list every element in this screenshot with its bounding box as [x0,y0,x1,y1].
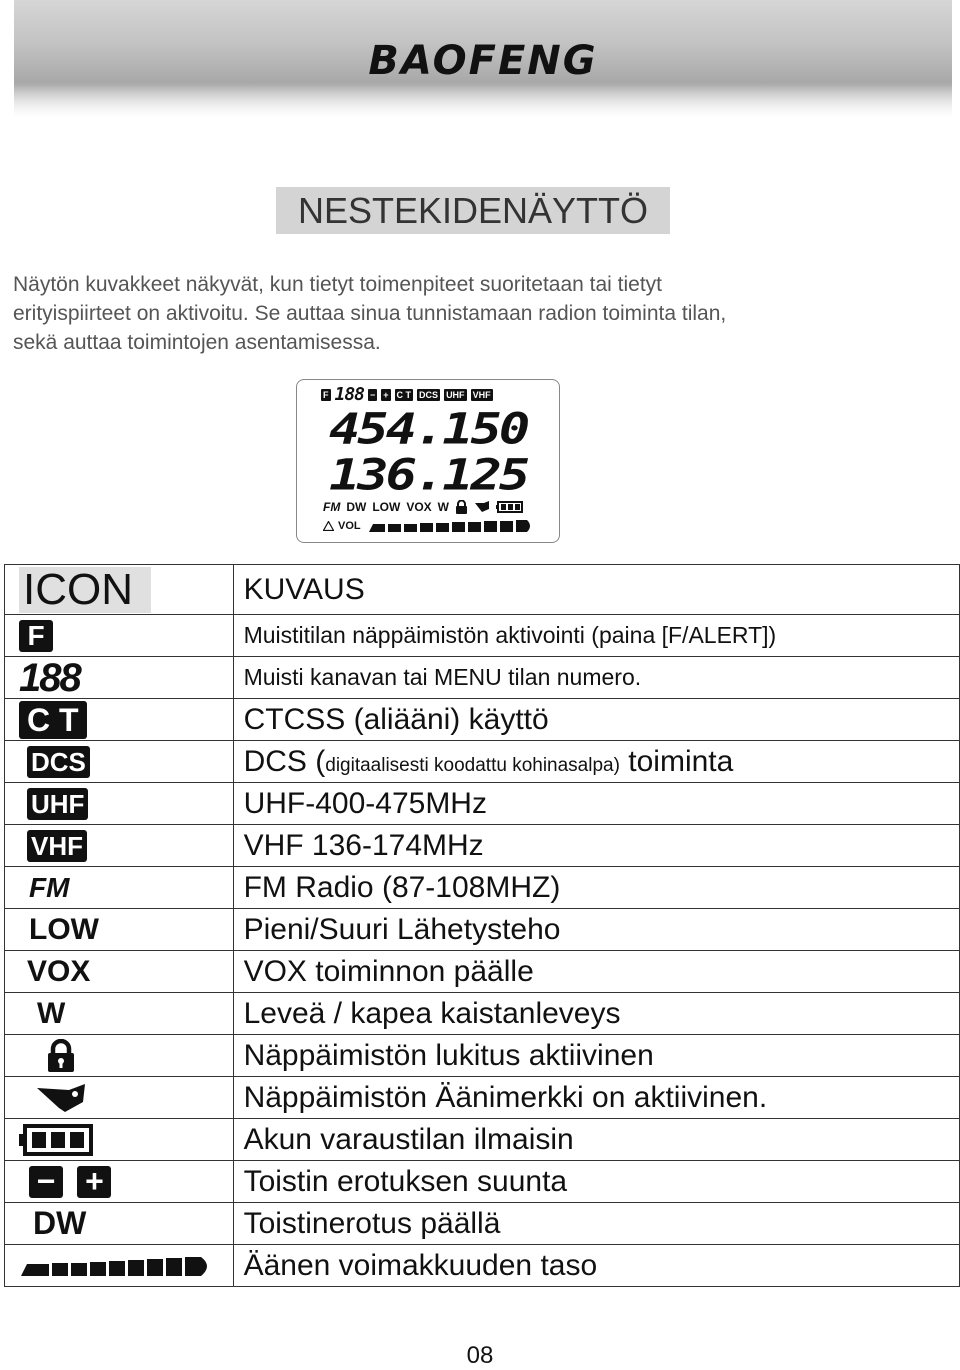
description-column-header: KUVAUS [233,565,959,615]
lcd-plus-icon: + [383,390,389,400]
fm-icon: FM [29,871,70,903]
row-description: Pieni/Suuri Lähetysteho [233,909,959,951]
table-row [5,1161,960,1203]
lcd-vol-label: VOL [338,520,361,532]
table-row [5,615,960,657]
lcd-frequency-a: 454.150 [329,404,528,454]
channel-number-icon: 188 [19,655,80,700]
w-icon: W [37,996,66,1030]
battery-icon [19,1123,93,1157]
row-description: Äänen voimakkuuden taso [233,1245,959,1287]
table-row [5,741,960,783]
lock-icon [45,1039,77,1073]
row-description: VOX toiminnon päälle [233,951,959,993]
lcd-w-label: W [437,500,449,514]
table-row [5,1203,960,1245]
intro-line-3: sekä auttaa toimintojen asentamisessa. [13,331,381,354]
table-row [5,825,960,867]
table-row [5,1035,960,1077]
table-row [5,951,960,993]
table-row [5,909,960,951]
table-row [5,867,960,909]
row-description: VHF 136-174MHz [233,825,959,867]
lcd-display-illustration [296,379,560,543]
lcd-dw-label: DW [346,500,367,514]
page-number: 08 [466,1342,494,1369]
lcd-frequency-b: 136.125 [329,450,528,500]
f-icon: F [19,620,53,652]
row-description: Näppäimistön lukitus aktiivinen [233,1035,959,1077]
row-description: Muistitilan näppäimistön aktivointi (paina [F/ALERT]) [233,615,959,657]
lcd-uhf-icon: UHF [446,390,465,400]
row-description: Muisti kanavan tai MENU tilan numero. [233,657,959,699]
vhf-icon: VHF [27,830,87,862]
table-row [5,1245,960,1287]
lcd-vox-label: VOX [406,500,432,514]
row-description: Akun varaustilan ilmaisin [233,1119,959,1161]
lcd-vhf-icon: VHF [472,390,491,400]
lcd-dcs-icon: DCS [419,390,439,400]
table-row [5,699,960,741]
row-description: Toistin erotuksen suunta [233,1161,959,1203]
lcd-minus-icon: − [370,390,376,400]
table-row [5,1119,960,1161]
lcd-triangle-icon [323,521,334,531]
icon-description-table [4,564,960,1287]
lcd-volume-row [323,520,535,532]
table-row [5,1077,960,1119]
lcd-channel-number: 188 [334,384,365,405]
row-description: Leveä / kapea kaistanleveys [233,993,959,1035]
table-row [5,783,960,825]
intro-line-2: erityispiirteet on aktivoitu. Se auttaa sinua tunnistamaan radion toiminta tilan, [13,302,727,325]
table-row [5,657,960,699]
low-icon: LOW [29,912,99,946]
dw-icon: DW [33,1205,87,1241]
lcd-top-row [321,384,493,405]
header-band [14,0,952,118]
brand-logo: BAOFENG [368,38,598,84]
lcd-f-icon: F [323,390,329,400]
row-description: Toistinerotus päällä [233,1203,959,1245]
uhf-icon: UHF [27,788,88,820]
lcd-bottom-row [323,500,524,514]
lcd-lock-icon [455,500,468,514]
plus-icon: + [77,1166,111,1198]
minus-icon: − [29,1166,63,1198]
row-description: FM Radio (87-108MHZ) [233,867,959,909]
row-description: Näppäimistön Äänimerkki on aktiivinen. [233,1077,959,1119]
row-description: CTCSS (aliääni) käyttö [233,699,959,741]
page-title: NESTEKIDENÄYTTÖ [276,187,670,234]
table-row [5,993,960,1035]
ct-icon: C T [19,701,87,739]
icon-column-header: ICON [19,567,151,613]
vox-icon: VOX [27,954,91,988]
beep-icon [35,1082,89,1114]
table-header-row [5,565,960,615]
lcd-fm-label: FM [323,500,341,514]
lcd-volume-bar-icon [365,520,535,532]
lcd-beep-icon [474,501,490,513]
intro-paragraph [13,270,913,357]
lcd-low-label: LOW [372,500,401,514]
dcs-icon: DCS [27,746,90,778]
intro-line-1: Näytön kuvakkeet näkyvät, kun tietyt toimenpiteet suoritetaan tai tietyt [13,273,663,296]
lcd-battery-icon [496,501,524,513]
row-description: DCS (digitaalisesti koodattu kohinasalpa) toiminta [233,741,959,783]
lcd-ct-icon: C T [396,390,412,400]
row-description: UHF-400-475MHz [233,783,959,825]
volume-bar-icon [19,1256,213,1276]
